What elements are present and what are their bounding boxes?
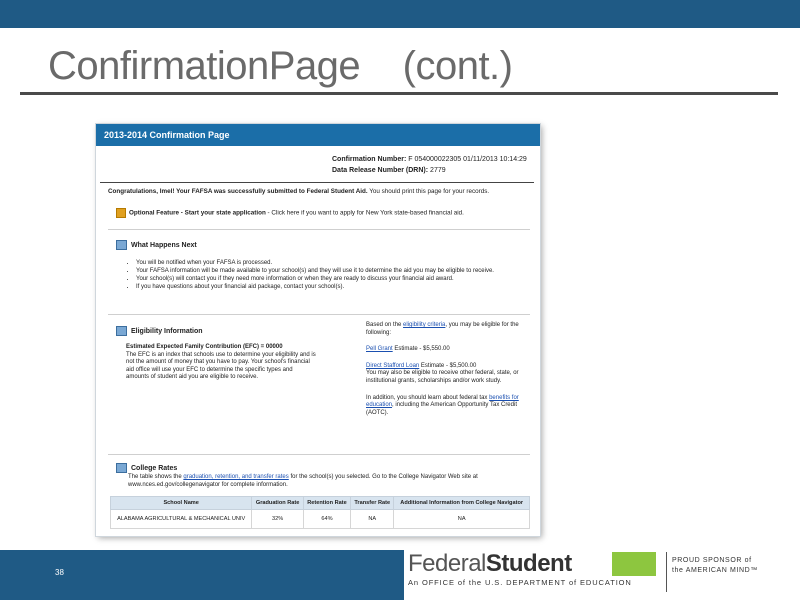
list-item: • You will be notified when your FAFSA is processed. — [136, 259, 536, 267]
eligibility-icon — [116, 326, 127, 336]
aid-intro-text-end: , you may be eligible for the following: — [366, 322, 519, 336]
brand-word-student: Student — [485, 550, 572, 577]
tax-benefits-link[interactable]: benefits for education — [366, 394, 519, 409]
college-rates-label: College Rates — [131, 464, 178, 472]
college-rates-text — [128, 474, 532, 489]
confirmation-meta — [332, 154, 527, 176]
rates-link[interactable]: graduation, retention, and transfer rates — [183, 474, 289, 480]
tax-text-end: , including the American Opportunity Tax Credit (AOTC). — [366, 402, 517, 416]
tax-text: In addition, you should learn about federal tax — [366, 394, 490, 401]
drn-label: Data Release Number (DRN): — [332, 167, 429, 174]
section-divider — [108, 229, 530, 230]
optional-feature[interactable] — [116, 208, 464, 218]
rates-text-end: for the school(s) you selected. Go to the College Navigator Web site at www.nces.ed.gov/collegenavigator for complete information. — [128, 474, 478, 488]
list-item: • Your school(s) will contact you if they need more information or when they are ready to discuss your financial aid award. — [136, 275, 536, 283]
pell-estimate-text: Estimate - $5,550.00 — [392, 346, 450, 353]
table-cell: 32% — [252, 510, 304, 529]
next-steps-list — [126, 259, 536, 291]
table-cell: NA — [394, 510, 530, 529]
top-bar — [0, 0, 800, 28]
brand-wordmark — [408, 550, 572, 578]
loan-estimate — [366, 363, 536, 386]
stafford-loan-link[interactable]: Direct Stafford Loan — [366, 362, 420, 369]
congratulations-rest: You should print this page for your records. — [367, 188, 490, 195]
aid-intro-text: Based on the — [366, 322, 404, 328]
tax-benefits — [366, 395, 536, 418]
section-divider — [108, 314, 530, 315]
column-header: Transfer Rate — [351, 497, 394, 510]
optional-feature-title: Optional Feature - Start your state application — [129, 209, 266, 217]
brand-green-block — [612, 552, 656, 576]
college-rates-table — [110, 496, 530, 529]
column-header: Retention Rate — [303, 497, 350, 510]
pell-estimate — [366, 346, 536, 354]
eligibility-criteria-link[interactable]: eligibility criteria — [403, 322, 446, 328]
efc-title: Estimated Expected Family Contribution (EFC) = 00000 — [126, 344, 283, 350]
column-header: Additional Information from College Navigator — [394, 497, 530, 510]
table-header-row — [111, 497, 530, 510]
other-aid-text: You may also be eligible to receive other federal, state, or institutional grants, scholarships and/or work study. — [366, 370, 519, 384]
table-cell: 64% — [303, 510, 350, 529]
meta-divider — [100, 182, 534, 183]
what-happens-next-title — [116, 240, 197, 250]
congratulations-bold: Congratulations, Imel! Your FAFSA was successfully submitted to Federal Student Aid. — [108, 188, 368, 195]
federal-student-aid-logo — [404, 548, 800, 600]
table-cell: ALABAMA AGRICULTURAL & MECHANICAL UNIV — [111, 510, 252, 529]
optional-feature-text: - Click here if you want to apply for New York state-based financial aid. — [265, 209, 464, 217]
brand-subtitle: An OFFICE of the U.S. DEPARTMENT of EDUCATION — [408, 578, 632, 587]
section-divider — [108, 454, 530, 455]
column-header: School Name — [111, 497, 252, 510]
aid-intro — [366, 322, 536, 337]
drn-value: 2779 — [430, 167, 446, 174]
optional-feature-icon — [116, 208, 126, 218]
brand-divider — [666, 552, 667, 592]
pell-grant-link[interactable]: Pell Grant — [366, 346, 393, 353]
eligibility-label: Eligibility Information — [131, 327, 203, 335]
college-rates-title — [116, 463, 177, 473]
what-happens-next-label: What Happens Next — [131, 241, 197, 249]
slide-title: ConfirmationPage (cont.) — [48, 44, 513, 88]
confirmation-number-label: Confirmation Number: — [332, 156, 407, 163]
title-divider — [20, 92, 778, 95]
brand-tagline-1: PROUD SPONSOR of — [672, 557, 752, 564]
loan-estimate-text: Estimate - $5,500.00 — [419, 362, 477, 369]
efc-text: The EFC is an index that schools use to determine your eligibility and is not the amount of money that you have to pay. Your school's financial aid office will use your EFC to determine the specific types and amounts of student aid you are eligible to receive. — [126, 351, 316, 381]
rates-text: The table shows the — [128, 474, 184, 480]
page-number: 38 — [55, 568, 64, 577]
what-happens-next-icon — [116, 240, 127, 250]
column-header: Graduation Rate — [252, 497, 304, 510]
efc-block — [126, 344, 316, 382]
aid-eligibility-block — [366, 322, 536, 426]
congratulations-message — [108, 188, 534, 195]
eligibility-title — [116, 326, 203, 336]
table-cell: NA — [351, 510, 394, 529]
list-item: • Your FAFSA information will be made available to your school(s) and they will use it to determine the aid you may be eligible to receive. — [136, 267, 536, 275]
list-item: • If you have questions about your financial aid package, contact your school(s). — [136, 283, 536, 291]
confirmation-page-screenshot — [96, 124, 540, 536]
college-rates-icon — [116, 463, 127, 473]
table-row — [111, 510, 530, 529]
brand-word-federal: Federal — [408, 550, 486, 577]
confirmation-page-header: 2013-2014 Confirmation Page — [96, 124, 540, 146]
confirmation-number-value: F 054000022305 01/11/2013 10:14:29 — [408, 156, 527, 163]
brand-tagline-2: the AMERICAN MIND™ — [672, 567, 758, 574]
